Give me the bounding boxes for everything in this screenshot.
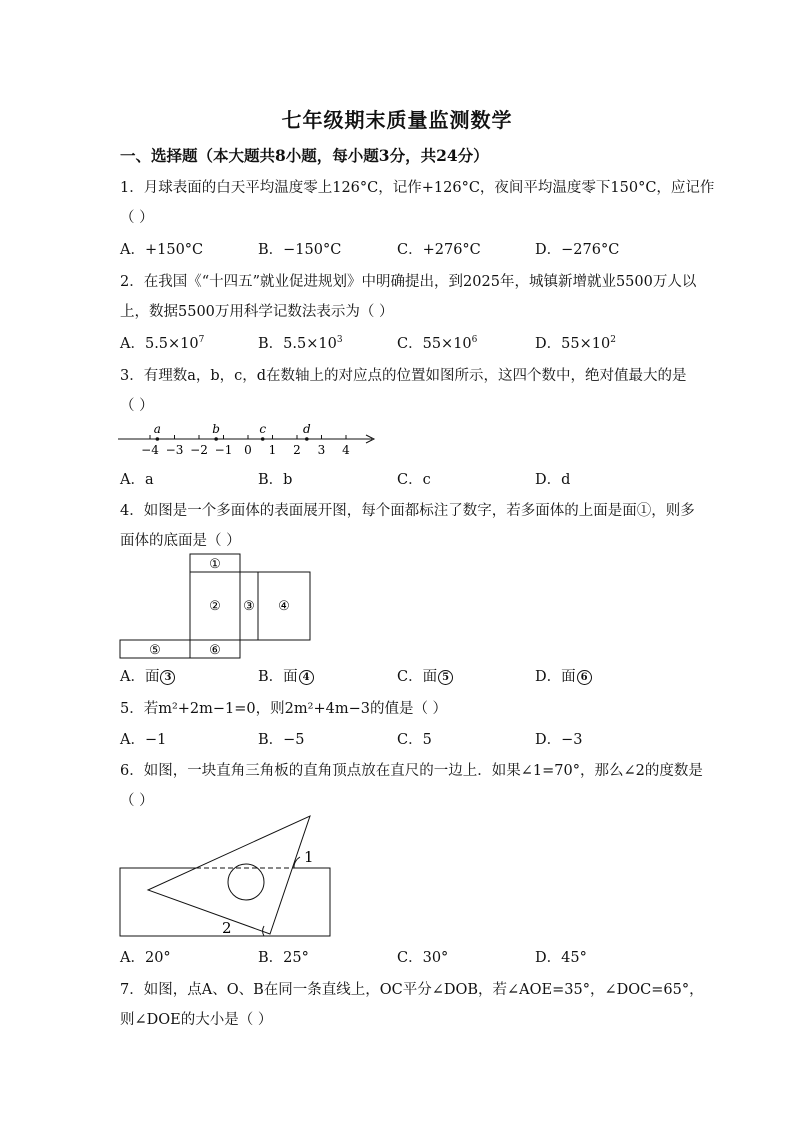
q5-option-c: C．5	[397, 732, 432, 748]
face-number-badge: 6	[577, 670, 592, 685]
number-line-tick-label: −2	[190, 443, 208, 457]
number-line-point-label-d: d	[302, 422, 311, 436]
angle-1-label: 1	[304, 848, 314, 866]
q5-option-d: D．−3	[535, 732, 583, 748]
q2-option-c: C．$55\times 10^6$	[397, 335, 478, 352]
question-2-text: 2．在我国《“十四五”就业促进规划》中明确提出，到2025年，城镇新增就业5500万人以	[120, 274, 697, 290]
q2-option-b: B．$5.5\times 10^3$	[258, 335, 343, 352]
q4-option-d: D．面 6	[535, 665, 592, 686]
angle-2-label: 2	[222, 919, 232, 937]
face-number-badge: 4	[299, 670, 314, 685]
number-line-tick-label: 2	[293, 443, 301, 457]
number-line-point-d	[305, 437, 309, 441]
question-5-text: 5．若m²+2m−1=0，则2m²+4m−3的值是（ ）	[120, 701, 448, 717]
q2-option-d: D．$55\times 10^2$	[535, 335, 616, 352]
q5-option-b: B．−5	[258, 732, 305, 748]
number-line-tick-label: −4	[141, 443, 159, 457]
question-7-text: 7．如图，点A、O、B在同一条直线上，OC平分∠DOB，若∠AOE=35°，∠DOC=65°，	[120, 982, 704, 998]
q2-option-a: A．$5.5\times 10^7$	[120, 335, 205, 352]
number-line-tick-label: 4	[342, 443, 350, 457]
q6-option-d: D．45°	[535, 950, 587, 966]
number-line-point-label-b: b	[212, 422, 220, 436]
question-1-text: 1．月球表面的白天平均温度零上126°C，记作+126°C，夜间平均温度零下150°C，应记作	[120, 180, 715, 196]
polyhedron-net-figure	[118, 552, 314, 660]
question-1-blank: （ ）	[120, 210, 154, 226]
number-line-tick-label: 1	[268, 443, 277, 457]
page-title: 七年级期末质量监测数学	[281, 108, 513, 132]
net-label-5: ⑤	[149, 643, 161, 658]
number-line-tick-label: −3	[165, 443, 184, 457]
question-4-text: 4．如图是一个多面体的表面展开图，每个面都标注了数字，若多面体的上面是面①，则多	[120, 503, 695, 519]
question-7-text-cont: 则∠DOE的大小是（ ）	[120, 1012, 273, 1028]
q3-option-d: D．d	[535, 472, 571, 488]
triangle-ruler-figure	[118, 812, 336, 940]
number-line-tick-label: −1	[214, 443, 233, 457]
question-6-blank: （ ）	[120, 793, 154, 809]
q4-option-a: A．面 3	[120, 665, 175, 686]
q3-option-a: A．a	[120, 472, 154, 488]
section-heading: 一、选择题（本大题共8小题，每小题3分，共24分）	[120, 146, 489, 165]
question-3-text: 3．有理数a，b，c，d在数轴上的对应点的位置如图所示，这四个数中，绝对值最大的是	[120, 368, 687, 384]
net-label-1: ①	[209, 557, 221, 572]
question-2-text-cont: 上，数据5500万用科学记数法表示为（ ）	[120, 304, 394, 320]
number-line-point-label-c: c	[259, 422, 267, 436]
q5-option-a: A．−1	[120, 732, 167, 748]
q4-option-b: B．面 4	[258, 665, 314, 686]
question-4-text-cont: 面体的底面是（ ）	[120, 533, 241, 549]
face-number-badge: 3	[160, 670, 175, 685]
q4-option-c: C．面 5	[397, 665, 453, 686]
number-line-point-a	[156, 437, 160, 441]
q3-option-b: B．b	[258, 472, 293, 488]
q1-option-c: C．+276°C	[397, 242, 481, 258]
number-line-figure	[116, 420, 386, 458]
number-line-point-c	[261, 437, 265, 441]
q3-option-c: C．c	[397, 472, 431, 488]
q6-option-b: B．25°	[258, 950, 309, 966]
number-line-point-b	[214, 437, 218, 441]
net-label-4: ④	[278, 599, 290, 614]
face-number-badge: 5	[438, 670, 453, 685]
q1-option-a: A．+150°C	[120, 242, 204, 258]
q6-option-a: A．20°	[120, 950, 171, 966]
net-label-2: ②	[209, 599, 221, 614]
number-line-tick-label: 3	[317, 443, 326, 457]
q1-option-d: D．−276°C	[535, 242, 620, 258]
number-line-point-label-a: a	[153, 422, 161, 436]
net-label-3: ③	[243, 599, 255, 614]
net-label-6: ⑥	[209, 643, 221, 658]
number-line-tick-label: 0	[244, 443, 252, 457]
question-6-text: 6．如图，一块直角三角板的直角顶点放在直尺的一边上．如果∠1=70°，那么∠2的度数是	[120, 763, 703, 779]
question-3-blank: （ ）	[120, 398, 154, 414]
q1-option-b: B．−150°C	[258, 242, 342, 258]
q6-option-c: C．30°	[397, 950, 449, 966]
